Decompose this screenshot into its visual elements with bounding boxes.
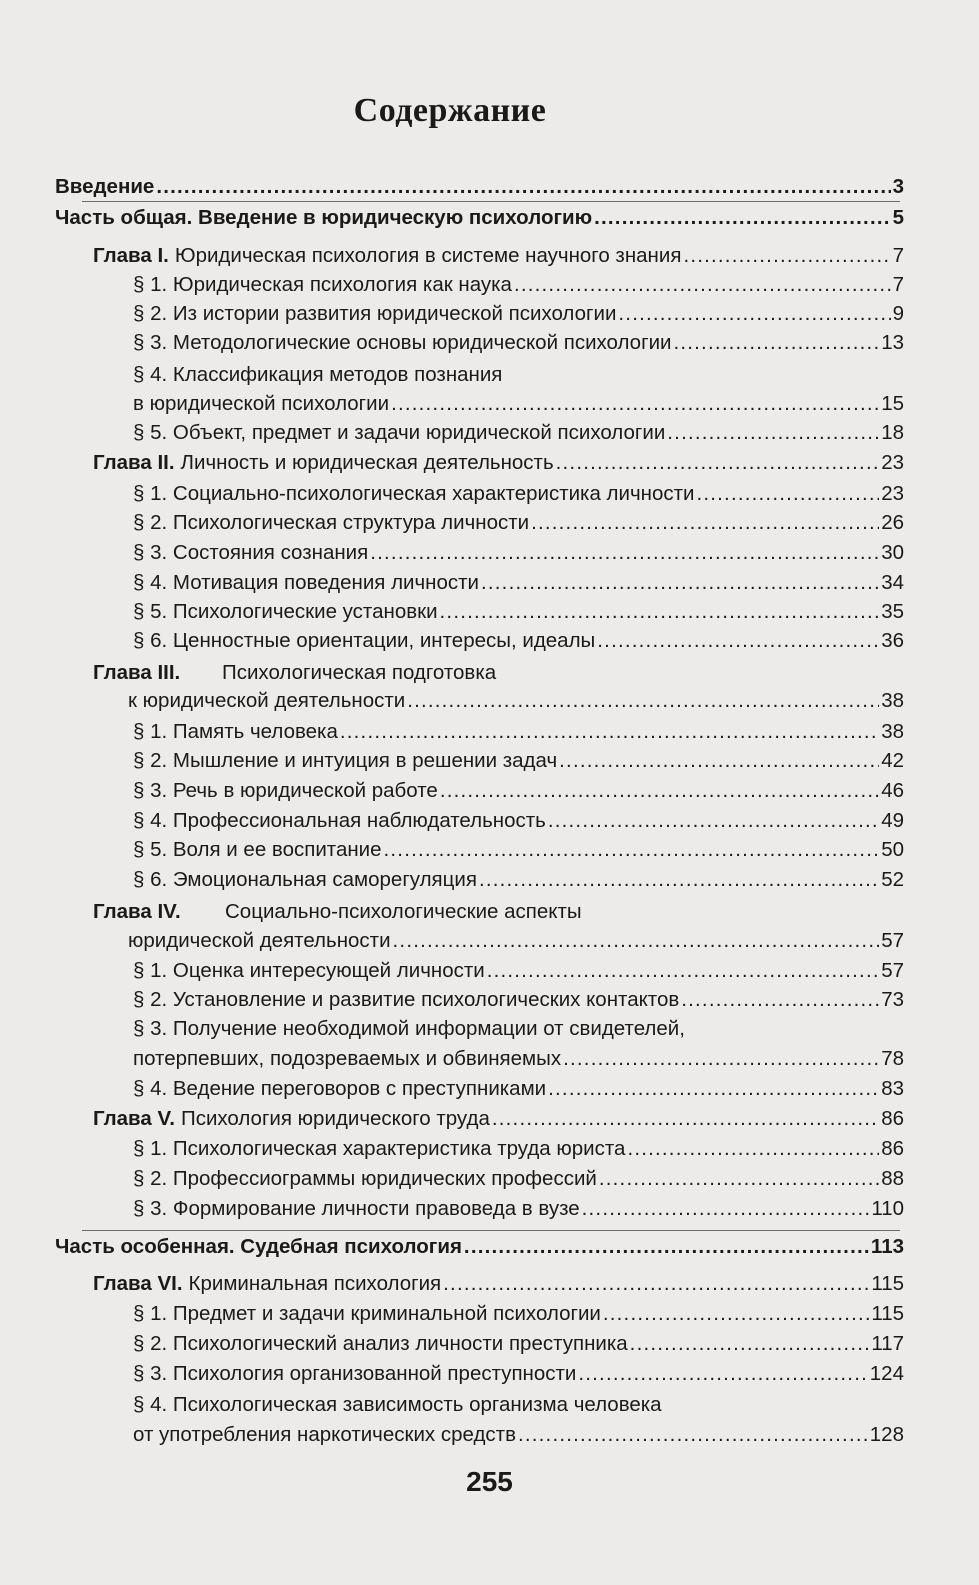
toc-page-number: 117 (871, 1332, 904, 1355)
toc-page-number: 86 (881, 1137, 904, 1160)
toc-entry-text: Введение (55, 175, 155, 198)
dot-leader (391, 391, 879, 417)
chapter-label: Глава I. (93, 244, 169, 267)
dot-leader (582, 1196, 870, 1222)
dot-leader (479, 867, 879, 893)
dot-leader (603, 1301, 869, 1327)
toc-section-entry (133, 778, 904, 804)
toc-page-number: 42 (881, 749, 904, 772)
toc-chapter-entry (128, 928, 904, 954)
toc-section-entry (133, 1331, 904, 1357)
dot-leader (548, 1076, 879, 1102)
dot-leader (481, 570, 879, 596)
dot-leader (556, 450, 880, 476)
chapter-label: Глава VI. (93, 1272, 183, 1295)
toc-section-entry (133, 987, 904, 1013)
dot-leader (673, 330, 879, 356)
toc-section-entry (133, 391, 904, 417)
dot-leader (384, 837, 880, 863)
toc-entry-text: Психология юридического труда (180, 1107, 490, 1130)
toc-entry-text: к юридической деятельности (128, 689, 406, 712)
toc-entry-text: от употребления наркотических средств (133, 1423, 516, 1446)
toc-page-number: 15 (881, 392, 904, 415)
toc-page-number: 3 (892, 175, 904, 198)
toc-section-entry (133, 1361, 904, 1387)
toc-section-entry (133, 1076, 904, 1102)
toc-section-entry (133, 748, 904, 774)
toc-entry-text: § 2. Мышление и интуиция в решении задач (133, 749, 558, 772)
toc-section-entry (133, 1301, 904, 1327)
dot-leader (440, 778, 879, 804)
toc-section-entry (133, 1136, 904, 1162)
section-divider (82, 201, 900, 202)
toc-entry-text: потерпевших, подозреваемых и обвиняемых (133, 1047, 562, 1070)
toc-page-number: 49 (881, 809, 904, 832)
dot-leader (667, 420, 879, 446)
toc-entry-text: § 2. Профессиограммы юридических профессий (133, 1167, 597, 1190)
dot-leader (464, 1234, 869, 1260)
toc-entry-text: § 4. Ведение переговоров с преступниками (133, 1077, 547, 1100)
dot-leader (393, 928, 880, 954)
toc-entry-text: Психологическая подготовка (222, 661, 497, 684)
toc-section-entry (133, 808, 904, 834)
toc-entry-line: § 4. Классификация методов познания (133, 363, 503, 386)
toc-entry-line: § 4. Психологическая зависимость организма человека (133, 1393, 662, 1416)
toc-page-number: 23 (881, 451, 904, 474)
toc-page-number: 38 (881, 720, 904, 743)
toc-section-entry (133, 481, 904, 507)
toc-entry-text: § 3. Состояния сознания (133, 541, 369, 564)
toc-section-entry (133, 958, 904, 984)
dot-leader (407, 688, 879, 714)
toc-page-number: 124 (869, 1362, 904, 1385)
dot-leader (618, 301, 890, 327)
dot-leader (597, 628, 879, 654)
toc-page-number: 113 (870, 1235, 904, 1258)
toc-section-entry (133, 420, 904, 446)
toc-section-entry (133, 599, 904, 625)
toc-page-number: 7 (892, 273, 904, 296)
toc-page-number: 88 (881, 1167, 904, 1190)
toc-entry-line: § 3. Получение необходимой информации от свидетелей, (133, 1017, 685, 1040)
toc-page-number: 26 (881, 511, 904, 534)
toc-entry-text: § 3. Речь в юридической работе (133, 779, 438, 802)
toc-page-number: 57 (881, 959, 904, 982)
toc-entry-text: § 1. Память человека (133, 720, 338, 743)
dot-leader (487, 958, 880, 984)
toc-entry-text: Личность и юридическая деятельность (180, 451, 554, 474)
toc-entry-text: § 1. Оценка интересующей личности (133, 959, 485, 982)
dot-leader (627, 1136, 879, 1162)
toc-page-number: 5 (892, 206, 904, 229)
chapter-label: Глава III. (93, 661, 181, 684)
toc-page-number: 13 (881, 331, 904, 354)
toc-page-number: 110 (871, 1197, 904, 1220)
dot-leader (443, 1271, 869, 1297)
dot-leader (518, 1422, 868, 1448)
toc-section-entry (133, 570, 904, 596)
toc-page-number: 30 (881, 541, 904, 564)
toc-chapter-entry (128, 688, 904, 714)
toc-chapter-entry (93, 243, 904, 269)
dot-leader (514, 272, 891, 298)
toc-section-entry (133, 628, 904, 654)
toc-entry-text: § 4. Мотивация поведения личности (133, 571, 479, 594)
dot-leader (370, 540, 879, 566)
toc-entry-text: § 4. Профессиональная наблюдательность (133, 809, 546, 832)
chapter-label: Глава IV. (93, 900, 181, 923)
toc-entry-text: § 3. Методологические основы юридической психологии (133, 331, 672, 354)
toc-page-number: 50 (881, 838, 904, 861)
dot-leader (492, 1106, 879, 1132)
toc-page-number: 7 (892, 244, 904, 267)
dot-leader (563, 1046, 879, 1072)
toc-chapter-entry (93, 450, 904, 476)
dot-leader (696, 481, 879, 507)
toc-page-number: 35 (881, 600, 904, 623)
toc-entry-text: Социально-психологические аспекты (225, 900, 582, 923)
toc-entry-text: § 5. Объект, предмет и задачи юридической психологии (133, 421, 666, 444)
dot-leader (531, 510, 879, 536)
toc-section-entry (133, 510, 904, 536)
toc-entry-text: § 5. Воля и ее воспитание (133, 838, 382, 861)
toc-page-number: 128 (869, 1423, 904, 1446)
toc-entry-text: § 6. Ценностные ориентации, интересы, идеалы (133, 629, 596, 652)
dot-leader (340, 719, 879, 745)
toc-page-number: 78 (881, 1047, 904, 1070)
toc-page-number: 73 (881, 988, 904, 1011)
chapter-label: Глава II. (93, 451, 175, 474)
toc-entry-text: § 5. Психологические установки (133, 600, 438, 623)
toc-part-entry (55, 1234, 904, 1260)
toc-page-number: 34 (881, 571, 904, 594)
toc-entry-text: § 1. Социально-психологическая характеристика личности (133, 482, 695, 505)
toc-chapter-entry (93, 1271, 904, 1297)
dot-leader (578, 1361, 867, 1387)
toc-entry-text: Часть особенная. Судебная психология (55, 1235, 462, 1258)
dot-leader (156, 174, 890, 200)
toc-entry-text: в юридической психологии (133, 392, 390, 415)
toc-section-entry (133, 867, 904, 893)
toc-entry-text: § 2. Психологическая структура личности (133, 511, 530, 534)
toc-section-entry (133, 1422, 904, 1448)
toc-section-entry (133, 1046, 904, 1072)
toc-entry-text: § 1. Предмет и задачи криминальной психологии (133, 1302, 601, 1325)
toc-page-number: 86 (881, 1107, 904, 1130)
toc-page-number: 83 (881, 1077, 904, 1100)
dot-leader (599, 1166, 879, 1192)
page-title: Содержание (353, 92, 547, 129)
toc-section-entry (133, 330, 904, 356)
section-divider (82, 1230, 900, 1231)
dot-leader (559, 748, 879, 774)
toc-section-entry (133, 540, 904, 566)
toc-page-number: 52 (881, 868, 904, 891)
chapter-label: Глава V. (93, 1107, 175, 1130)
toc-entry-text: Часть общая. Введение в юридическую психологию (55, 206, 593, 229)
dot-leader (630, 1331, 870, 1357)
toc-page-number: 57 (881, 929, 904, 952)
toc-entry-text: § 3. Формирование личности правоведа в вузе (133, 1197, 580, 1220)
toc-entry-text: § 2. Из истории развития юридической психологии (133, 302, 617, 325)
toc-entry-text: Юридическая психология в системе научного знания (174, 244, 682, 267)
toc-chapter-entry (93, 1106, 904, 1132)
toc-page-number: 23 (881, 482, 904, 505)
toc-entry-text: § 3. Психология организованной преступности (133, 1362, 577, 1385)
toc-section-entry (133, 301, 904, 327)
toc-entry-text: § 2. Установление и развитие психологических контактов (133, 988, 680, 1011)
page-number: 255 (466, 1466, 513, 1497)
toc-entry-text: Криминальная психология (188, 1272, 442, 1295)
toc-page-number: 18 (881, 421, 904, 444)
toc-part-entry (55, 205, 904, 231)
toc-part-entry (55, 174, 904, 200)
toc-entry-text: § 1. Юридическая психология как наука (133, 273, 512, 296)
toc-section-entry (133, 837, 904, 863)
toc-entry-text: § 1. Психологическая характеристика труда юриста (133, 1137, 626, 1160)
dot-leader (440, 599, 880, 625)
dot-leader (548, 808, 879, 834)
dot-leader (594, 205, 890, 231)
toc-page-number: 115 (871, 1272, 904, 1295)
toc-page-number: 38 (881, 689, 904, 712)
toc-entry-line (93, 660, 497, 686)
dot-leader (681, 987, 879, 1013)
dot-leader (683, 243, 890, 269)
toc-section-entry (133, 719, 904, 745)
toc-page-number: 36 (881, 629, 904, 652)
toc-page-number: 115 (871, 1302, 904, 1325)
toc-page-number: 46 (881, 779, 904, 802)
toc-entry-text: § 2. Психологический анализ личности преступника (133, 1332, 628, 1355)
toc-entry-text: юридической деятельности (128, 929, 391, 952)
toc-section-entry (133, 1166, 904, 1192)
toc-section-entry (133, 1196, 904, 1222)
toc-entry-line (93, 899, 582, 925)
toc-page-number: 9 (892, 302, 904, 325)
toc-entry-text: § 6. Эмоциональная саморегуляция (133, 868, 477, 891)
toc-section-entry (133, 272, 904, 298)
